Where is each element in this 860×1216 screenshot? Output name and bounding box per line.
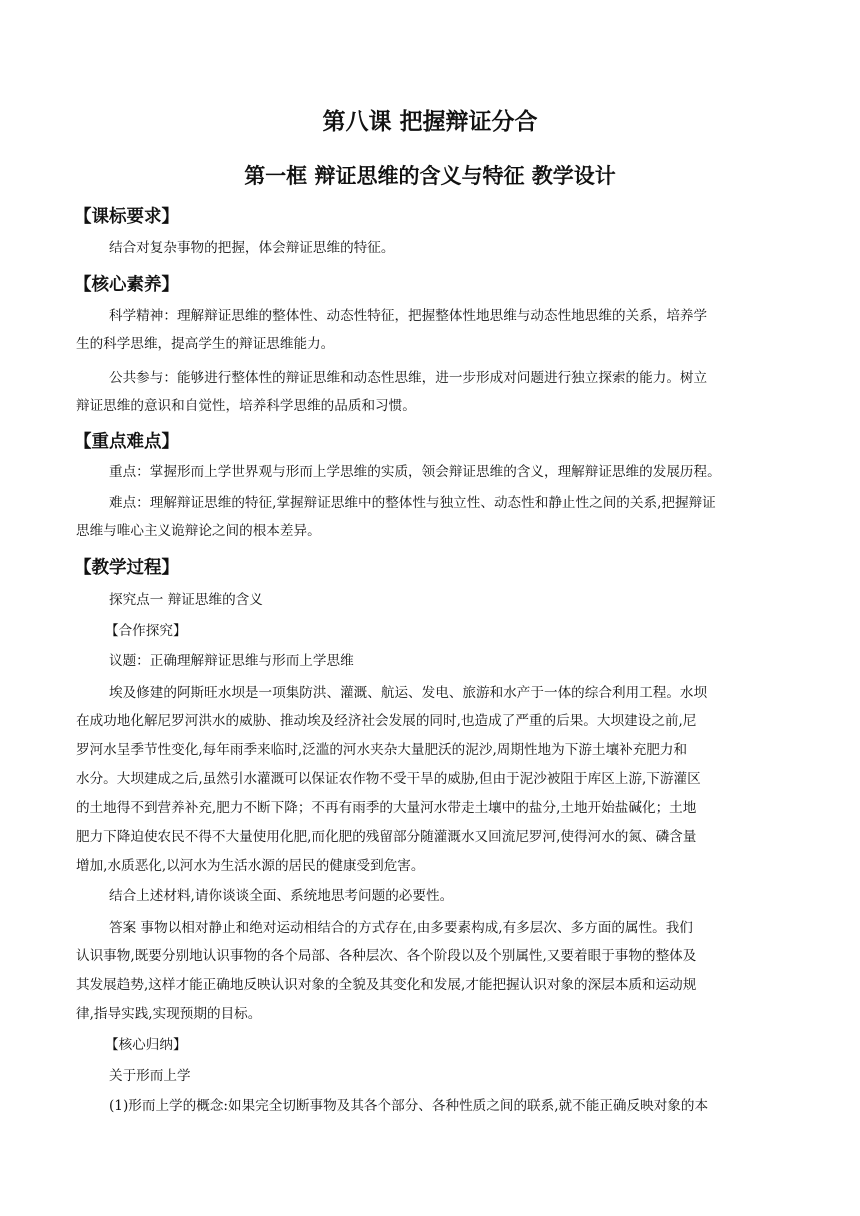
paragraph-line: 增加,水质恶化,以河水为生活水源的居民的健康受到危害。 xyxy=(76,858,425,874)
paragraph-line: 在成功地化解尼罗河洪水的威胁、推动埃及经济社会发展的同时,也造成了严重的后果。大坝建设之前,尼 xyxy=(76,713,697,729)
lesson-subtitle: 第一框 辩证思维的含义与特征 教学设计 xyxy=(244,163,616,188)
paragraph-line: 的土地得不到营养补充,肥力不断下降；不再有雨季的大量河水带走土壤中的盐分,土地开始盐碱化；土地 xyxy=(76,800,697,816)
section-teaching-process: 【教学过程】 xyxy=(74,558,179,578)
paragraph-line: 思维与唯心主义诡辩论之间的根本差异。 xyxy=(76,523,321,539)
subheading-cooperative-inquiry: 【合作探究】 xyxy=(105,623,187,639)
section-curriculum-requirements: 【课标要求】 xyxy=(74,207,179,227)
paragraph-line: 埃及修建的阿斯旺水坝是一项集防洪、灌溉、航运、发电、旅游和水产于一体的综合利用工程。水坝 xyxy=(109,685,708,701)
paragraph-line: 认识事物,既要分别地认识事物的各个局部、各种层次、各个阶段以及个别属性,又要着眼于事物的整体及 xyxy=(76,948,697,964)
paragraph-line: 重点：掌握形而上学世界观与形而上学思维的实质，领会辩证思维的含义，理解辩证思维的发展历程。 xyxy=(109,464,721,480)
question-line: 结合上述材料,请你谈谈全面、系统地思考问题的必要性。 xyxy=(109,888,454,904)
section-key-difficulties: 【重点难点】 xyxy=(74,432,179,452)
answer-line: 答案 事物以相对静止和绝对运动相结合的方式存在,由多要素构成,有多层次、多方面的属性。我们 xyxy=(109,920,693,936)
paragraph-line: 结合对复杂事物的把握，体会辩证思维的特征。 xyxy=(109,240,395,256)
lesson-title: 第八课 把握辩证分合 xyxy=(322,108,538,135)
inquiry-point-heading: 探究点一 辩证思维的含义 xyxy=(109,592,263,608)
section-core-literacy: 【核心素养】 xyxy=(74,275,179,295)
paragraph-line: 辩证思维的意识和自觉性，培养科学思维的品质和习惯。 xyxy=(76,398,416,414)
paragraph-line: 生的科学思维，提高学生的辩证思维能力。 xyxy=(76,336,335,352)
paragraph-line: 科学精神：理解辩证思维的整体性、动态性特征，把握整体性地思维与动态性地思维的关系，培养学 xyxy=(109,308,708,324)
paragraph-line: 律,指导实践,实现预期的目标。 xyxy=(76,1006,262,1022)
paragraph-line: 公共参与：能够进行整体性的辩证思维和动态性思维，进一步形成对问题进行独立探索的能力。树立 xyxy=(109,370,708,386)
subheading-core-summary: 【核心归纳】 xyxy=(105,1037,187,1053)
topic-line: 议题：正确理解辩证思维与形而上学思维 xyxy=(109,653,354,669)
paragraph-line: 罗河水呈季节性变化,每年雨季来临时,泛滥的河水夹杂大量肥沃的泥沙,周期性地为下游土壤补充肥力和 xyxy=(76,742,688,758)
paragraph-line: 肥力下降迫使农民不得不大量使用化肥,而化肥的残留部分随灌溉水又回流尼罗河,使得河水的氮、磷含量 xyxy=(76,829,697,845)
paragraph-line: 难点：理解辩证思维的特征,掌握辩证思维中的整体性与独立性、动态性和静止性之间的关系,把握辩证 xyxy=(109,495,716,511)
paragraph-line: 关于形而上学 xyxy=(109,1068,191,1084)
paragraph-line: 水分。大坝建成之后,虽然引水灌溉可以保证农作物不受干旱的威胁,但由于泥沙被阻于库区上游,下游灌区 xyxy=(76,771,701,787)
paragraph-line: 其发展趋势,这样才能正确地反映认识对象的全貌及其变化和发展,才能把握认识对象的深层本质和运动规 xyxy=(76,977,697,993)
paragraph-line: (1)形而上学的概念:如果完全切断事物及其各个部分、各种性质之间的联系,就不能正确反映对象的本 xyxy=(109,1098,709,1114)
